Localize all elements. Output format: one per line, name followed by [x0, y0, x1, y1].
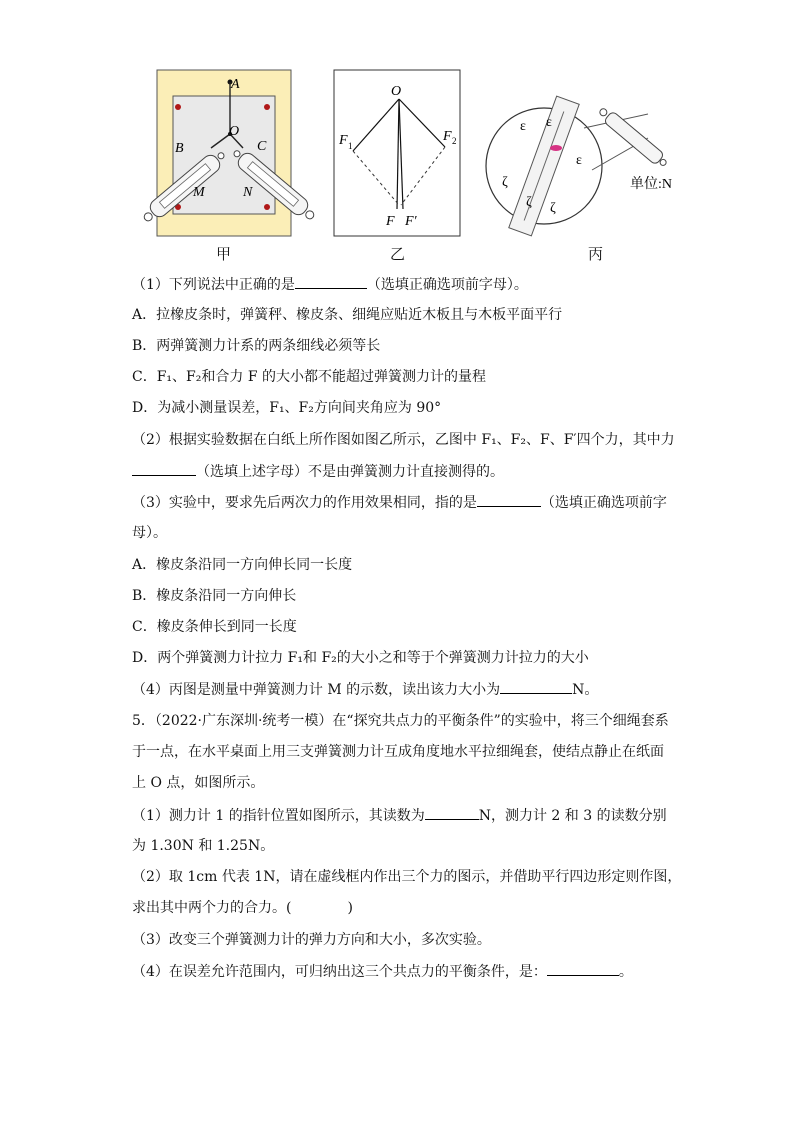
- q4-part2-cont: （选填上述字母）不是由弹簧测力计直接测得的。: [132, 461, 504, 482]
- answer-blank[interactable]: [425, 805, 479, 820]
- option-c: C．橡皮条伸长到同一长度: [132, 619, 297, 635]
- label-F: F: [386, 214, 395, 229]
- q5-stem-cont: 于一点，在水平桌面上用三支弹簧测力计互成角度地水平拉细绳套，使结点静止在纸面: [132, 744, 664, 760]
- caption-jia: 甲: [216, 245, 232, 263]
- option-a: A．橡皮条沿同一方向伸长同一长度: [132, 557, 353, 573]
- q5-part1: （1）测力计 1 的指针位置如图所示，其读数为 N，测力计 2 和 3 的读数分别: [132, 805, 667, 826]
- answer-blank[interactable]: [500, 679, 572, 694]
- label-F1-sub: 1: [348, 141, 353, 151]
- q5-stem-cont: 上 O 点，如图所示。: [132, 775, 265, 791]
- scale-digit: ε: [520, 119, 526, 134]
- q5-part2-cont: 求出其中两个力的合力。( ): [132, 900, 353, 916]
- figure-yi: [333, 69, 463, 239]
- answer-blank[interactable]: [477, 492, 541, 507]
- option-d: D．两个弹簧测力计拉力 F₁和 F₂的大小之和等于个弹簧测力计拉力的大小: [132, 650, 589, 666]
- q4-part1: （1）下列说法中正确的是 （选填正确选项前字母）。: [132, 274, 528, 295]
- figure-bing: [480, 86, 700, 238]
- q5-part2: （2）取 1cm 代表 1N，请在虚线框内作出三个力的图示，并借助平行四边形定则作图，: [132, 869, 682, 885]
- scale-digit: ε: [546, 115, 552, 130]
- q5-part4: （4）在误差允许范围内，可归纳出这三个共点力的平衡条件，是： 。: [132, 961, 633, 982]
- label-N: N: [243, 185, 253, 200]
- option-c: C．F₁、F₂和合力 F 的大小都不能超过弹簧测力计的量程: [132, 369, 486, 385]
- option-a: A．拉橡皮条时，弹簧秤、橡皮条、细绳应贴近木板且与木板平面平行: [132, 307, 563, 323]
- q5-stem: 5．（2022·广东深圳·统考一模）在“探究共点力的平衡条件”的实验中，将三个细绳套系: [132, 713, 669, 729]
- q5-part1-cont: 为 1.30N 和 1.25N。: [132, 838, 275, 854]
- label-O: O: [229, 124, 240, 139]
- label-A: A: [231, 77, 240, 92]
- label-F2: F: [443, 129, 452, 144]
- caption-bing: 丙: [588, 245, 604, 263]
- label-C: C: [257, 139, 267, 154]
- answer-blank[interactable]: [295, 274, 367, 289]
- option-b: B．两弹簧测力计系的两条细线必须等长: [132, 338, 381, 354]
- q4-part2: （2）根据实验数据在白纸上所作图如图乙所示，乙图中 F₁、F₂、F、F′四个力，其中力: [132, 432, 675, 448]
- scale-digit: ζ: [526, 195, 532, 210]
- q4-part3-cont: 母）。: [132, 525, 167, 541]
- label-F2-sub: 2: [452, 136, 457, 146]
- unit-label: 单位:N: [630, 177, 672, 192]
- scale-digit: ζ: [550, 201, 556, 216]
- label-F-prime: F′: [405, 214, 417, 229]
- label-F1: F: [339, 133, 348, 148]
- q4-part4: （4）丙图是测量中弹簧测力计 M 的示数，读出该力大小为 N。: [132, 679, 598, 700]
- option-d: D．为减小测量误差，F₁、F₂方向间夹角应为 90°: [132, 400, 442, 416]
- caption-yi: 乙: [390, 245, 406, 263]
- answer-blank[interactable]: [547, 961, 619, 976]
- scale-digit: ζ: [502, 175, 508, 190]
- option-b: B．橡皮条沿同一方向伸长: [132, 588, 297, 604]
- scale-digit: ε: [576, 153, 582, 168]
- label-O: O: [391, 84, 402, 99]
- label-M: M: [193, 185, 205, 200]
- figure-jia: [133, 66, 323, 244]
- label-B: B: [175, 141, 184, 156]
- q4-part3: （3）实验中，要求先后两次力的作用效果相同，指的是 （选填正确选项前字: [132, 492, 667, 513]
- q5-part3: （3）改变三个弹簧测力计的弹力方向和大小，多次实验。: [132, 932, 491, 948]
- answer-blank[interactable]: [132, 461, 196, 476]
